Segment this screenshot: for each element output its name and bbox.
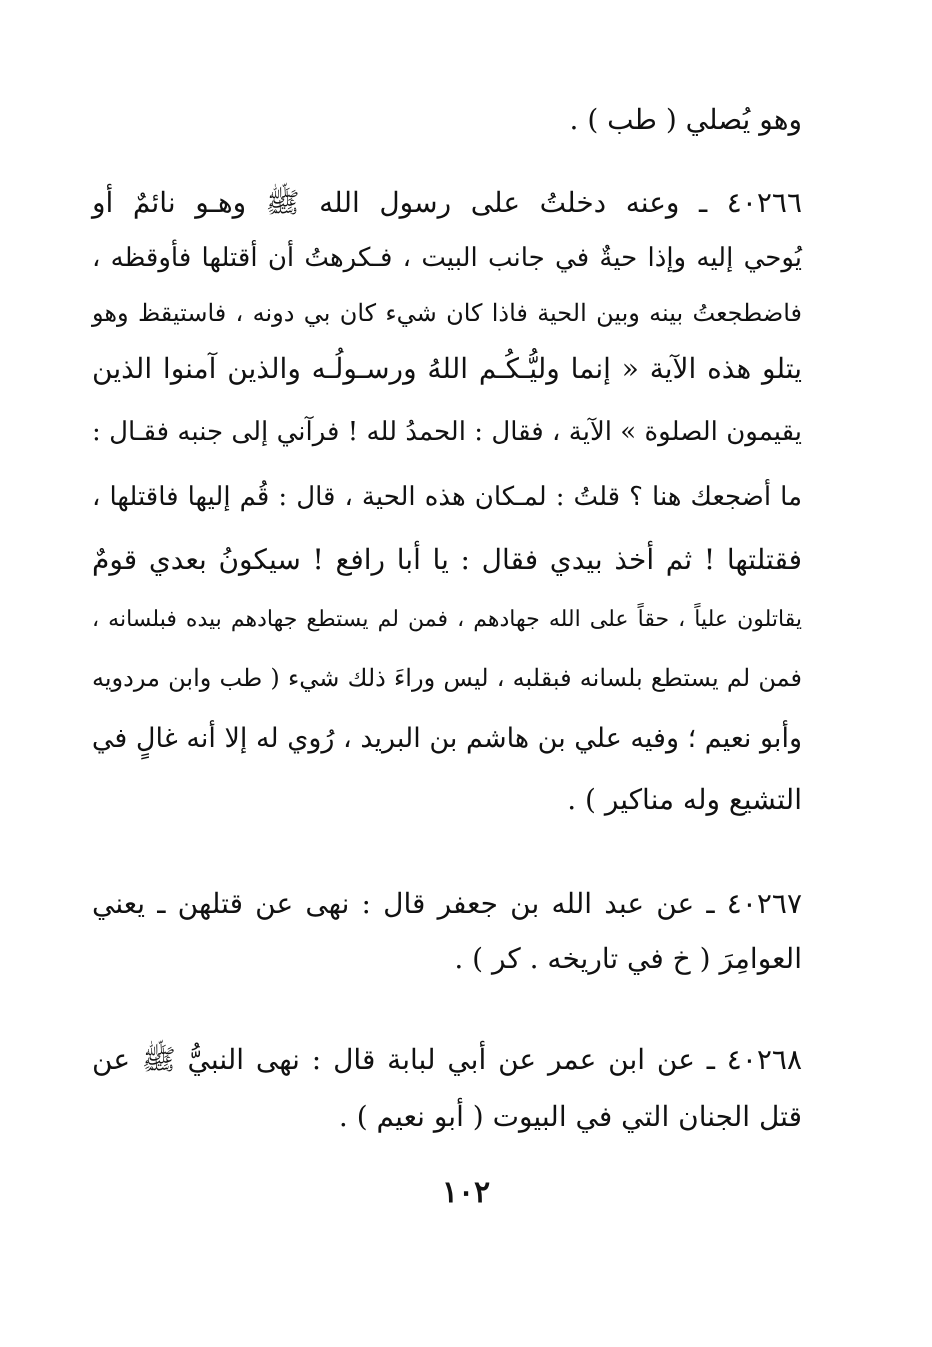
page-number: ١٠٢ xyxy=(441,1175,491,1210)
hadith-40266-line-10: وأبو نعيم ؛ وفيه علي بن هاشم بن البريد ، رُوي له إلا أنه غالٍ في xyxy=(91,723,802,754)
hadith-40266-line-7: فقتلتها ! ثم أخذ بيدي فقال : يا أبا رافع ! سيكونُ بعدي قومٌ xyxy=(92,543,802,576)
hadith-40266-line-1: ٤٠٢٦٦ ـ وعنه دخلتُ على رسول الله ﷺ وهـو نائمٌ أو xyxy=(92,186,802,219)
hadith-40266-line-4: يتلو هذه الآية « إنما وليُّـكُـم اللهُ ورسـولُـه والذين آمنوا الذين xyxy=(92,352,802,385)
intro-line: وهو يُصلي ( طب ) . xyxy=(569,103,802,136)
hadith-40267-line-1: ٤٠٢٦٧ ـ عن عبد الله بن جعفر قال : نهى عن قتلهن ـ يعني xyxy=(92,887,802,920)
hadith-40266-line-5: يقيمون الصلوة » الآية ، فقال : الحمدُ لله ! فرآني إلى جنبه فقـال : xyxy=(92,417,802,447)
hadith-40268-line-1: ٤٠٢٦٨ ـ عن ابن عمر عن أبي لبابة قال : نهى النبيُّ ﷺ عن xyxy=(92,1043,802,1076)
hadith-40266-line-3: فاضطجعتُ بينه وبين الحية فاذا كان شيء كان بي دونه ، فاستيقظ وهو xyxy=(92,299,802,327)
hadith-40268-line-2: قتل الجنان التي في البيوت ( أبو نعيم ) . xyxy=(338,1100,802,1133)
hadith-40266-line-8: يقاتلون علياً ، حقاً على الله جهادهم ، فمن لم يستطع جهادهم بيده فبلسانه ، xyxy=(92,607,802,632)
hadith-40267-line-2: العوامِرَ ( خ في تاريخه . كر ) . xyxy=(454,942,802,975)
hadith-40266-line-11: التشيع وله مناكير ) . xyxy=(567,783,802,816)
hadith-40266-line-9: فمن لم يستطع بلسانه فبقلبه ، ليس وراءَ ذلك شيء ( طب وابن مردويه xyxy=(92,664,802,692)
hadith-40266-line-2: يُوحي إليه وإذا حيةٌ في جانب البيت ، فـكرهتُ أن أقتلها فأوقظه ، xyxy=(92,243,802,273)
hadith-40266-line-6: ما أضجعك هنا ؟ قلتُ : لمـكان هذه الحية ، قال : قُم إليها فاقتلها ، xyxy=(92,482,802,512)
